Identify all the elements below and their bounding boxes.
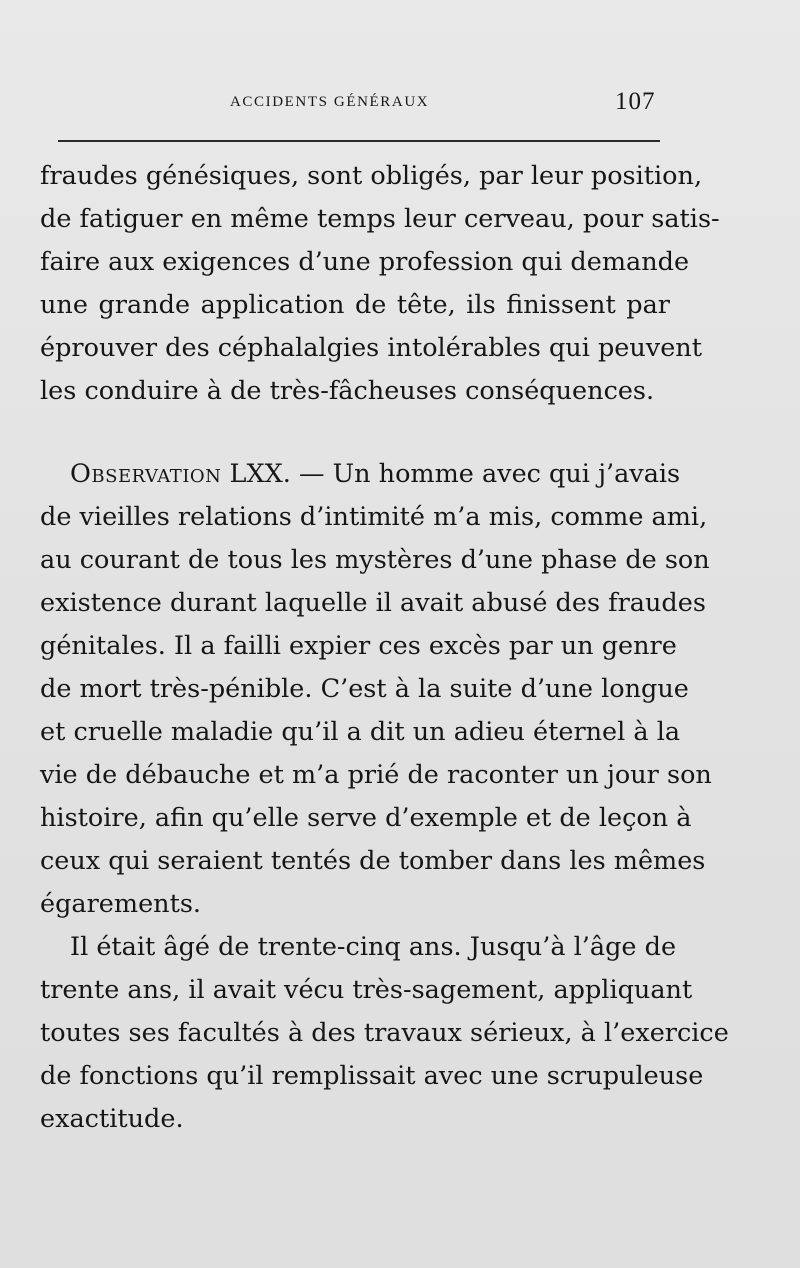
text-line: au courant de tous les mystères d’une phase de son	[40, 545, 710, 575]
text-line: histoire, afin qu’elle serve d’exemple et de leçon à	[40, 803, 692, 833]
running-title: ACCIDENTS GÉNÉRAUX	[230, 94, 430, 110]
text-line: de fatiguer en même temps leur cerveau, pour satis-	[40, 204, 720, 234]
text-line: égarements.	[40, 889, 202, 919]
header-rule	[58, 140, 660, 142]
text-line: les conduire à de très-fâcheuses conséquences.	[40, 376, 655, 406]
text-line: exactitude.	[40, 1104, 184, 1134]
observation-paragraph	[40, 453, 712, 926]
page-header	[40, 84, 660, 124]
text-line: de mort très-pénible. C’est à la suite d’une longue	[40, 674, 689, 704]
text-line: vie de débauche et m’a prié de raconter un jour son	[40, 760, 712, 790]
text-line: fraudes génésiques, sont obligés, par leur position,	[40, 161, 703, 191]
observation-first-line	[40, 453, 681, 496]
observation-label: Observation	[70, 459, 222, 489]
body-text	[40, 155, 729, 1141]
text-line: éprouver des céphalalgies intolérables qui peuvent	[40, 333, 702, 363]
page-number: 107	[615, 88, 656, 115]
text-line: ceux qui seraient tentés de tomber dans les mêmes	[40, 846, 706, 876]
text-line: et cruelle maladie qu’il a dit un adieu éternel à la	[40, 717, 681, 747]
text-line: de vieilles relations d’intimité m’a mis, comme ami,	[40, 502, 708, 532]
paragraph-continuation	[40, 155, 720, 413]
section-gap	[40, 413, 670, 453]
text-line: trente ans, il avait vécu très-sagement, appliquant	[40, 975, 693, 1005]
text-line: génitales. Il a failli expier ces excès par un genre	[40, 631, 677, 661]
observation-number: LXX.	[229, 459, 291, 489]
text-line: de fonctions qu’il remplissait avec une scrupuleuse	[40, 1061, 704, 1091]
text-line: existence durant laquelle il avait abusé des fraudes	[40, 588, 706, 618]
text-line: une grande application de tête, ils finissent par	[40, 290, 670, 320]
observation-first-line-text: — Un homme avec qui j’avais	[299, 459, 681, 489]
paragraph-age	[40, 926, 729, 1141]
text-line: Il était âgé de trente-cinq ans. Jusqu’à l’âge de	[70, 932, 677, 962]
text-line: faire aux exigences d’une profession qui demande	[40, 247, 690, 277]
text-line: toutes ses facultés à des travaux sérieux, à l’exercice	[40, 1018, 729, 1048]
